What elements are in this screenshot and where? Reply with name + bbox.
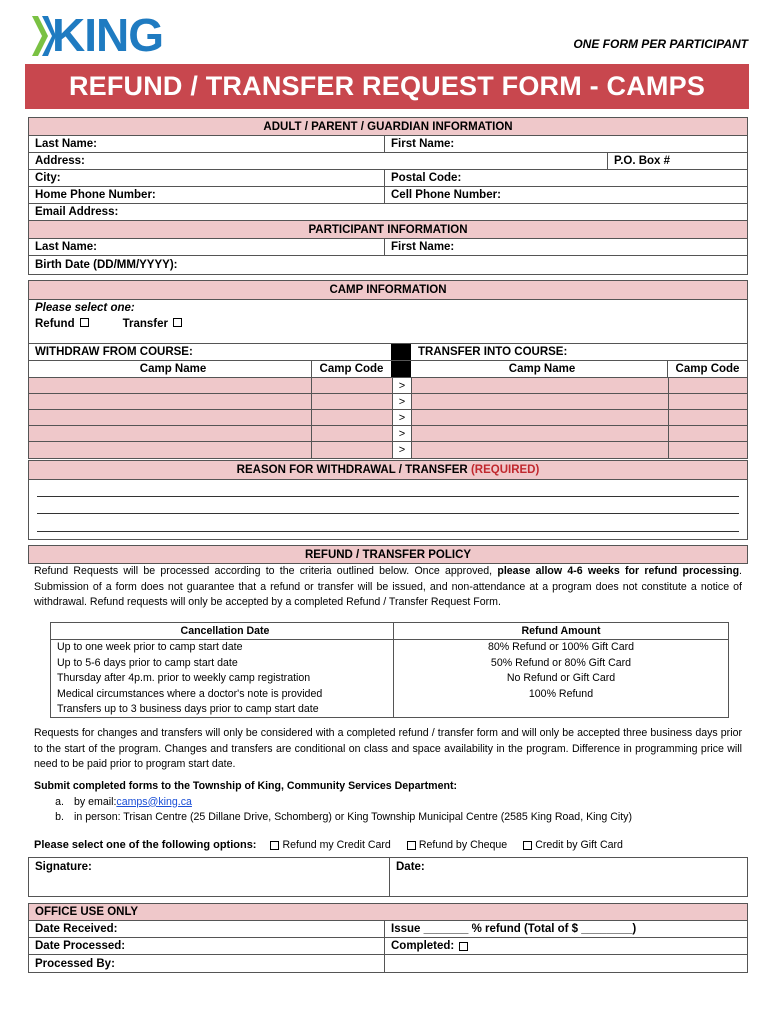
item-b-label: b. xyxy=(55,811,64,823)
camp-row xyxy=(29,394,747,410)
title-bar xyxy=(25,64,749,109)
arrow-icon: > xyxy=(392,442,412,458)
withdraw-camp-code-cell[interactable] xyxy=(311,410,392,425)
withdraw-camp-name-cell[interactable] xyxy=(29,394,311,409)
transfer-camp-code-cell[interactable] xyxy=(668,442,747,458)
transfer-camp-code-cell[interactable] xyxy=(668,378,747,393)
required-note: (REQUIRED) xyxy=(470,464,540,476)
submit-instructions xyxy=(34,779,632,826)
guardian-last-name[interactable]: Last Name: xyxy=(35,138,97,150)
transfer-into-label: TRANSFER INTO COURSE: xyxy=(418,346,568,358)
guardian-section xyxy=(28,117,748,275)
guardian-heading: ADULT / PARENT / GUARDIAN INFORMATION xyxy=(29,118,747,136)
transfer-camp-name-header: Camp Name xyxy=(508,363,576,375)
camp-section xyxy=(28,280,748,459)
transfer-checkbox[interactable] xyxy=(173,318,182,327)
completed-field xyxy=(384,938,747,954)
completed-label: Completed: xyxy=(391,940,455,952)
withdraw-camp-name-header: Camp Name xyxy=(139,363,207,375)
arrow-icon: > xyxy=(392,394,412,409)
transfer-camp-name-cell[interactable] xyxy=(412,394,668,409)
date-received: Date Received: xyxy=(35,923,118,935)
participant-birth-date[interactable]: Birth Date (DD/MM/YYYY): xyxy=(35,259,178,271)
refund-option-label: Refund xyxy=(35,318,75,330)
guardian-email[interactable]: Email Address: xyxy=(35,206,119,218)
issue-refund: Issue _______ % refund (Total of $ ________) xyxy=(384,921,747,937)
transfer-camp-name-cell[interactable] xyxy=(412,410,668,425)
camp-row xyxy=(29,426,747,442)
transfer-camp-code-cell[interactable] xyxy=(668,426,747,441)
logo-text: KING xyxy=(52,9,163,61)
item-b-text: in person: Trisan Centre (25 Dillane Drive, Schomberg) or King Township Municipal Centre (2585 King Road, King City) xyxy=(74,811,633,823)
camp-row xyxy=(29,442,747,458)
refund-amount-cell: 80% Refund or 100% Gift Card xyxy=(393,640,728,656)
processed-by: Processed By: xyxy=(35,957,115,970)
signature-field[interactable]: Signature: xyxy=(35,861,92,873)
policy-p1-text-after: . Submission of a form does not guarantee that a refund or transfer will be issued, and non-attendance at a program does not constitute a notice of withdrawal. Refund requests will only be accepted by a completed Refund / Transfer Request Form. xyxy=(34,565,742,608)
policy-section xyxy=(28,545,748,564)
guardian-address[interactable]: Address: xyxy=(35,155,85,167)
item-a-text: by email: xyxy=(74,795,117,808)
cancellation-date-cell: Up to one week prior to camp start date xyxy=(57,641,243,654)
cancellation-date-cell: Up to 5-6 days prior to camp start date xyxy=(57,656,238,669)
withdraw-camp-code-header: Camp Code xyxy=(311,361,391,377)
divider-block xyxy=(391,344,411,360)
withdraw-camp-name-cell[interactable] xyxy=(29,410,311,425)
policy-paragraph-2: Requests for changes and transfers will only be considered with a completed refund / transfer form and will only be accepted three business days prior to the start of the program. Changes and transfers are conditional on class and space availability in the program. Difference in programming price will need to be paid prior to program start date. xyxy=(34,727,742,770)
guardian-po-box[interactable]: P.O. Box # xyxy=(607,153,747,169)
cancellation-date-header: Cancellation Date xyxy=(180,624,270,637)
participant-heading: PARTICIPANT INFORMATION xyxy=(29,221,747,239)
withdraw-camp-code-cell[interactable] xyxy=(311,378,392,393)
king-logo xyxy=(30,9,163,61)
guardian-first-name[interactable]: First Name: xyxy=(384,136,747,152)
transfer-camp-name-cell[interactable] xyxy=(412,378,668,393)
guardian-cell-phone[interactable]: Cell Phone Number: xyxy=(384,187,747,203)
one-form-note: ONE FORM PER PARTICIPANT xyxy=(573,37,748,51)
policy-p1-bold: please allow 4-6 weeks for refund processing xyxy=(497,565,740,577)
participant-last-name[interactable]: Last Name: xyxy=(35,241,97,253)
refund-amount-header: Refund Amount xyxy=(393,623,728,639)
gift-card-checkbox[interactable] xyxy=(523,841,532,850)
guardian-home-phone[interactable]: Home Phone Number: xyxy=(35,189,156,201)
cheque-label: Refund by Cheque xyxy=(418,839,508,851)
transfer-camp-code-cell[interactable] xyxy=(668,394,747,409)
policy-paragraph-1 xyxy=(34,564,742,611)
refund-amount-cell xyxy=(393,702,728,718)
withdraw-from-label: WITHDRAW FROM COURSE: xyxy=(35,346,193,358)
options-label: Please select one of the following options: xyxy=(34,839,257,851)
camp-row xyxy=(29,410,747,426)
date-field[interactable]: Date: xyxy=(389,858,747,896)
refund-amount-cell: 100% Refund xyxy=(393,686,728,702)
credit-card-checkbox[interactable] xyxy=(270,841,279,850)
withdraw-camp-code-cell[interactable] xyxy=(311,394,392,409)
office-heading: OFFICE USE ONLY xyxy=(35,906,139,918)
page-title: REFUND / TRANSFER REQUEST FORM - CAMPS xyxy=(68,71,706,101)
reason-line[interactable] xyxy=(37,496,739,497)
policy-row xyxy=(51,655,728,671)
guardian-city[interactable]: City: xyxy=(35,172,61,184)
options-row xyxy=(34,839,623,851)
signature-section xyxy=(28,857,748,897)
withdraw-camp-code-cell[interactable] xyxy=(311,426,392,441)
camp-row xyxy=(29,378,747,394)
policy-row xyxy=(51,686,728,702)
transfer-camp-code-header: Camp Code xyxy=(667,361,747,377)
policy-row xyxy=(51,702,728,718)
cancellation-date-cell: Medical circumstances where a doctor's note is provided xyxy=(57,687,323,700)
office-section xyxy=(28,903,748,973)
transfer-camp-name-cell[interactable] xyxy=(412,426,668,441)
arrow-icon: > xyxy=(392,410,412,425)
divider-block xyxy=(391,361,411,377)
submit-heading: Submit completed forms to the Township of King, Community Services Department: xyxy=(34,780,458,792)
withdraw-camp-name-cell[interactable] xyxy=(29,442,311,458)
policy-row xyxy=(51,671,728,687)
email-link[interactable]: camps@king.ca xyxy=(116,795,192,808)
select-one-label: Please select one: xyxy=(35,302,135,314)
policy-p1-text: Refund Requests will be processed according to the criteria outlined below. Once approved, xyxy=(34,565,498,577)
reason-heading-text: REASON FOR WITHDRAWAL / TRANSFER xyxy=(236,464,468,476)
item-a-label: a. xyxy=(55,795,64,808)
transfer-camp-name-cell[interactable] xyxy=(412,442,668,458)
withdraw-camp-name-cell[interactable] xyxy=(29,426,311,441)
cancellation-table xyxy=(50,622,729,718)
policy-row xyxy=(51,640,728,656)
withdraw-camp-name-cell[interactable] xyxy=(29,378,311,393)
office-blank-cell xyxy=(384,955,747,972)
gift-card-label: Credit by Gift Card xyxy=(535,839,623,851)
cancellation-date-cell: Transfers up to 3 business days prior to camp start date xyxy=(57,703,319,716)
date-processed: Date Processed: xyxy=(35,940,126,952)
transfer-camp-code-cell[interactable] xyxy=(668,410,747,425)
reason-section xyxy=(28,460,748,540)
arrow-icon: > xyxy=(392,378,412,393)
completed-checkbox[interactable] xyxy=(459,942,468,951)
guardian-postal-code[interactable]: Postal Code: xyxy=(384,170,747,186)
camp-heading: CAMP INFORMATION xyxy=(29,281,747,300)
cheque-checkbox[interactable] xyxy=(407,841,416,850)
refund-checkbox[interactable] xyxy=(80,318,89,327)
reason-line[interactable] xyxy=(37,513,739,514)
credit-card-label: Refund my Credit Card xyxy=(282,839,391,851)
refund-amount-cell: 50% Refund or 80% Gift Card xyxy=(393,655,728,671)
cancellation-date-cell: Thursday after 4p.m. prior to weekly camp registration xyxy=(57,672,311,685)
policy-heading: REFUND / TRANSFER POLICY xyxy=(29,546,747,563)
withdraw-camp-code-cell[interactable] xyxy=(311,442,392,458)
refund-amount-cell: No Refund or Gift Card xyxy=(393,671,728,687)
reason-line[interactable] xyxy=(37,531,739,532)
arrow-icon: > xyxy=(392,426,412,441)
participant-first-name[interactable]: First Name: xyxy=(384,239,747,255)
reason-heading xyxy=(29,461,747,480)
transfer-option-label: Transfer xyxy=(122,318,168,330)
